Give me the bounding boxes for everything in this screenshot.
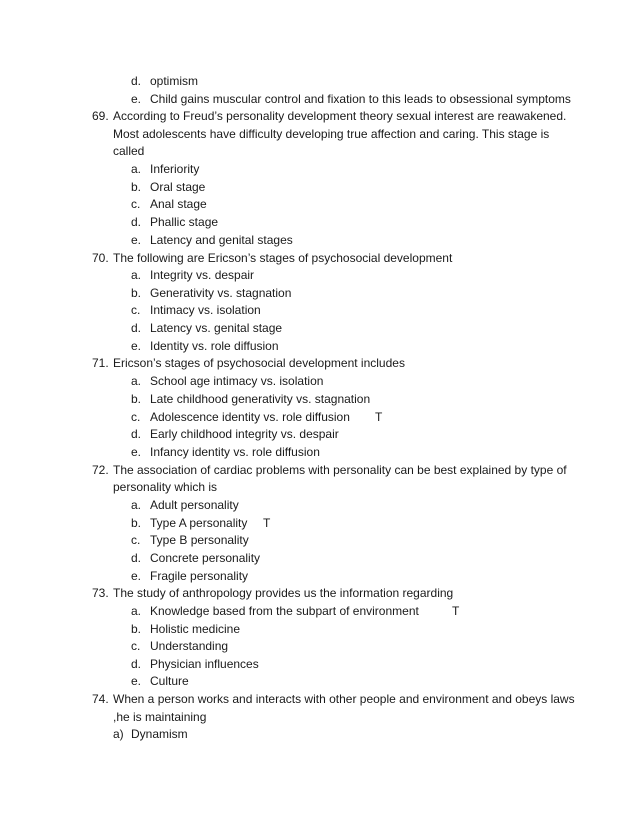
option-letter: a. <box>131 162 142 176</box>
question-number: 73. <box>92 586 109 600</box>
option-text: Phallic stage <box>150 215 219 229</box>
question-number: 71. <box>92 356 109 370</box>
option-text: Inferiority <box>150 162 200 176</box>
option-letter: d. <box>131 427 142 441</box>
option-letter: a. <box>131 604 142 618</box>
option-text: School age intimacy vs. isolation <box>150 374 324 388</box>
option-text: Type B personality <box>150 533 249 547</box>
option-letter: d. <box>131 321 142 335</box>
option-text: Identity vs. role diffusion <box>150 339 279 353</box>
option-text: Holistic medicine <box>150 622 241 636</box>
question-text: The following are Ericson’s stages of psychosocial development <box>113 251 453 265</box>
option-letter: e. <box>131 92 142 106</box>
question-text: ,he is maintaining <box>113 710 207 724</box>
option-letter: a. <box>131 268 142 282</box>
option-text: Latency and genital stages <box>150 233 293 247</box>
option-text: Child gains muscular control and fixation to this leads to obsessional symptoms <box>150 92 571 106</box>
option-letter: e. <box>131 233 142 247</box>
option-text: Adult personality <box>150 498 239 512</box>
option-text: Infancy identity vs. role diffusion <box>150 445 320 459</box>
question-text: According to Freud’s personality development theory sexual interest are reawakened. <box>113 109 567 123</box>
answer-mark: T <box>263 516 271 530</box>
option-text: Dynamism <box>131 727 188 741</box>
question-text: personality which is <box>113 480 218 494</box>
option-letter: a. <box>131 498 142 512</box>
question-text: The association of cardiac problems with personality can be best explained by type of <box>113 463 567 477</box>
question-text: Most adolescents have difficulty developing true affection and caring. This stage is <box>113 127 550 141</box>
option-text: Intimacy vs. isolation <box>150 303 261 317</box>
option-text: Understanding <box>150 639 229 653</box>
answer-mark: T <box>452 604 460 618</box>
answer-mark: T <box>375 410 383 424</box>
question-number: 69. <box>92 109 109 123</box>
option-text: Physician influences <box>150 657 259 671</box>
option-letter: c. <box>131 197 141 211</box>
option-letter: d. <box>131 551 142 565</box>
option-letter: e. <box>131 445 142 459</box>
option-letter: b. <box>131 392 142 406</box>
option-text: Latency vs. genital stage <box>150 321 283 335</box>
option-text: Knowledge based from the subpart of environment <box>150 604 419 618</box>
option-text: Oral stage <box>150 180 206 194</box>
option-letter: b. <box>131 516 142 530</box>
option-letter: b. <box>131 180 142 194</box>
option-letter: c. <box>131 410 141 424</box>
question-number: 70. <box>92 251 109 265</box>
option-text: Culture <box>150 674 189 688</box>
option-letter: d. <box>131 215 142 229</box>
option-text: Generativity vs. stagnation <box>150 286 292 300</box>
option-letter: a. <box>131 374 142 388</box>
option-letter: c. <box>131 639 141 653</box>
option-text: Adolescence identity vs. role diffusion <box>150 410 350 424</box>
question-text: called <box>113 144 145 158</box>
option-text: Type A personality <box>150 516 248 530</box>
option-letter: c. <box>131 303 141 317</box>
option-letter: d. <box>131 657 142 671</box>
option-letter: e. <box>131 674 142 688</box>
option-text: optimism <box>150 74 199 88</box>
option-text: Fragile personality <box>150 569 249 583</box>
question-text: When a person works and interacts with other people and environment and obeys laws <box>113 692 575 706</box>
option-letter: c. <box>131 533 141 547</box>
option-letter: b. <box>131 286 142 300</box>
option-letter: a) <box>113 727 124 741</box>
option-letter: e. <box>131 569 142 583</box>
question-number: 74. <box>92 692 109 706</box>
option-letter: d. <box>131 74 142 88</box>
option-text: Early childhood integrity vs. despair <box>150 427 339 441</box>
question-text: The study of anthropology provides us the information regarding <box>113 586 454 600</box>
option-text: Integrity vs. despair <box>150 268 255 282</box>
option-text: Concrete personality <box>150 551 261 565</box>
option-text: Anal stage <box>150 197 207 211</box>
option-letter: b. <box>131 622 142 636</box>
question-number: 72. <box>92 463 109 477</box>
question-text: Ericson’s stages of psychosocial development includes <box>113 356 405 370</box>
option-text: Late childhood generativity vs. stagnation <box>150 392 371 406</box>
option-letter: e. <box>131 339 142 353</box>
